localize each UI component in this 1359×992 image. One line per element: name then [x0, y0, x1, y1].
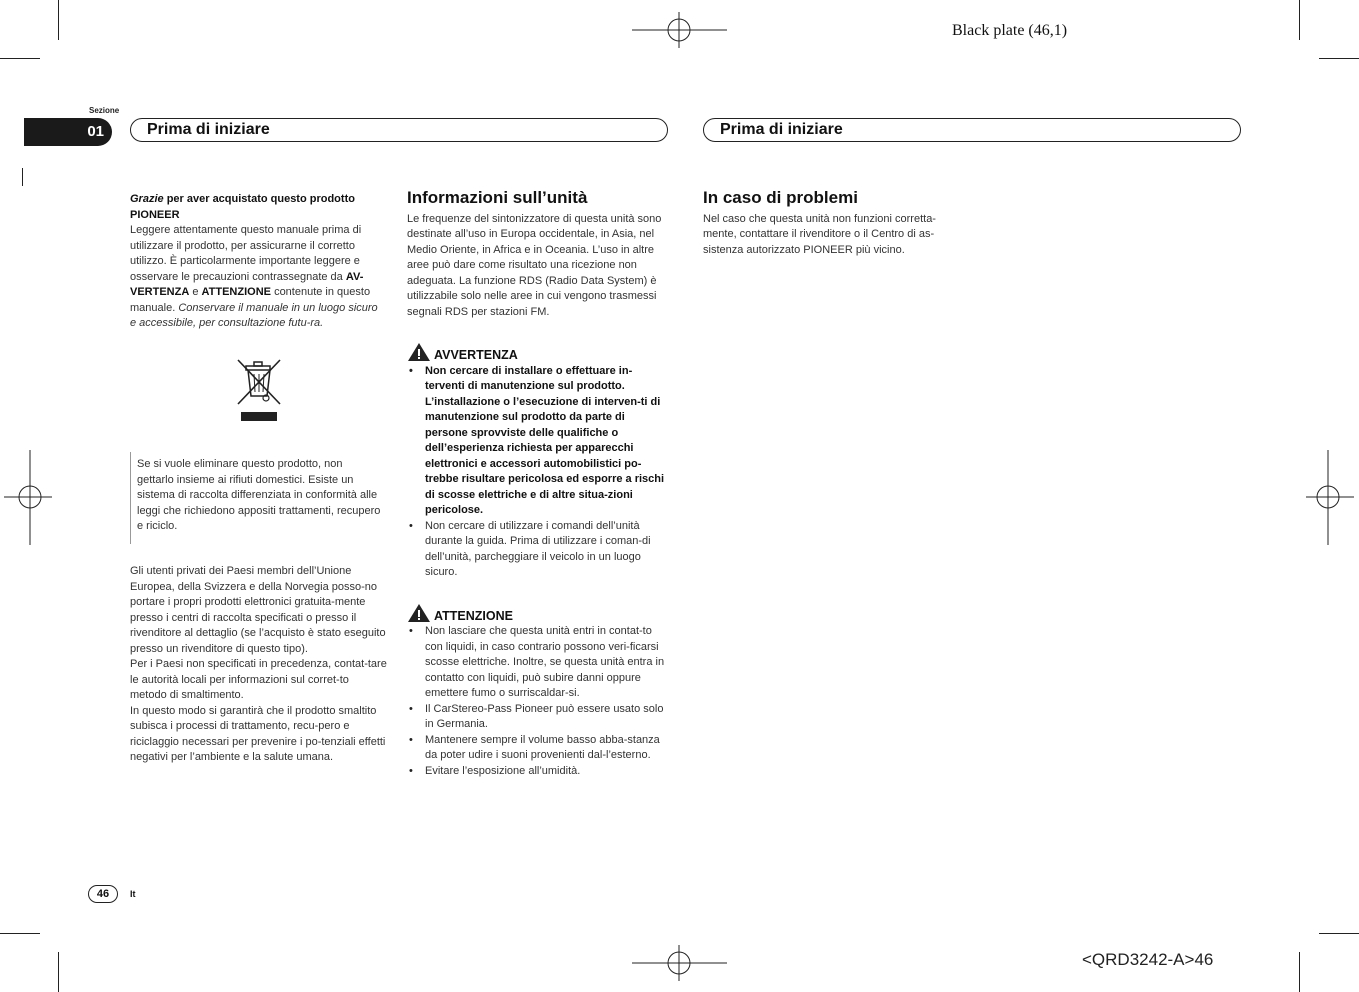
warning-list	[407, 364, 669, 581]
caution-list	[407, 624, 669, 779]
troubleshooting-paragraph: Nel caso che questa unità non funzioni corretta-mente, contattare il rivenditore o il Centro di as-sistenza autorizzato PIONEER più vicino.	[703, 212, 936, 256]
crossed-out-wheelie-bin-icon	[236, 358, 282, 424]
crop-mark	[1319, 58, 1359, 59]
warning-triangle-icon	[407, 342, 431, 362]
page-header-left	[130, 118, 668, 142]
unit-info-column	[407, 190, 669, 779]
warning-block	[407, 342, 669, 581]
registration-mark-icon	[632, 945, 727, 981]
unit-info-paragraph: Le frequenze del sintonizzatore di questa unità sono destinate all’uso in Europa occidentale, in Asia, nel Medio Oriente, in Africa e in Oceania. L’uso in altre aree può dare come risultato una ricezione non adeguata. La funzione RDS (Radio Data System) è utilizzabile solo nelle aree in cui vengono trasmessi segnali RDS per stazioni FM.	[407, 212, 662, 318]
page-header-title: Prima di iniziare	[147, 121, 270, 138]
registration-mark-icon	[632, 12, 727, 48]
section-label: Sezione	[89, 106, 120, 115]
crop-mark	[58, 952, 59, 992]
crop-mark	[58, 0, 59, 40]
caution-item: • Non lasciare che questa unità entri in contat-to con liquidi, in caso contrario possono veri-ficarsi scosse elettriche. Inoltre, se questa unità entra in contatto con liquidi, può subire danni oppure emettere fumo o surriscaldar-si.	[407, 624, 669, 702]
warning-heading	[407, 342, 669, 364]
intro-text: Leggere attentamente questo manuale prima di utilizzare il prodotto, per assicurarne il corretto utilizzo. È particolarmente importante leggere e osservare le precauzioni contrassegnate da	[130, 224, 362, 283]
intro-text-end: contenute in questo manuale.	[130, 286, 371, 314]
intro-paragraph	[130, 223, 386, 332]
section-number-tab	[24, 118, 112, 146]
section-heading: Informazioni sull’unità	[407, 188, 588, 207]
crop-mark	[0, 933, 40, 934]
attenzione-term: ATTENZIONE	[201, 286, 271, 298]
warning-item: • Non cercare di utilizzare i comandi dell’unità durante la guida. Prima di utilizzare i coman-di dell’unità, parcheggiare il veicolo in un luogo sicuro.	[407, 519, 669, 581]
caution-title: ATTENZIONE	[434, 608, 513, 623]
plate-label: Black plate (46,1)	[952, 22, 1068, 39]
disposal-paragraph: Per i Paesi non specificati in precedenza, contat-tare le autorità locali per informazioni sul corret-to metodo di smaltimento.	[130, 658, 387, 701]
intro-column	[130, 192, 386, 332]
caution-block	[407, 603, 669, 780]
avvertenza-term: AV-VERTENZA	[130, 270, 364, 298]
section-number: 01	[87, 123, 104, 140]
disposal-note: Se si vuole eliminare questo prodotto, non gettarlo insieme ai rifiuti domestici. Esiste un sistema di raccolta differenziata in conformità alle leggi che richiedono appositi trattamenti, recupero e riciclo.	[137, 458, 381, 532]
crop-mark	[1299, 952, 1300, 992]
thanks-word: Grazie	[130, 193, 164, 205]
brand-name: PIONEER	[130, 208, 180, 221]
crop-mark	[22, 168, 23, 186]
crop-mark	[1299, 0, 1300, 40]
warning-item: • Non cercare di installare o effettuare in-terventi di manutenzione sul prodotto. L’installazione o l’esecuzione di interven-ti di manutenzione sul prodotto da parte di persone sprovviste delle qualifiche o dell’esperienza richiesta per apparecchi elettronici e accessori automobilistici po-trebbe risultare pericolosa ed esporre a rischi di scosse elettriche e di altre situa-zioni pericolose.	[407, 364, 669, 519]
page-header-title: Prima di iniziare	[720, 121, 843, 138]
disposal-info	[130, 564, 388, 766]
registration-mark-icon	[4, 450, 52, 545]
caution-item: • Evitare l’esposizione all’umidità.	[407, 764, 669, 780]
thanks-text: per aver acquistato questo prodotto	[166, 193, 355, 205]
disposal-paragraph: In questo modo si garantirà che il prodotto smaltito subisca i processi di trattamento, recu-pero e riciclaggio necessari per prevenire i po-tenziali effetti negativi per l’ambiente e la salute umana.	[130, 704, 386, 763]
language-code: It	[130, 889, 136, 899]
section-heading: In caso di problemi	[703, 188, 858, 207]
registration-mark-icon	[1306, 450, 1354, 545]
caution-heading	[407, 603, 669, 625]
caution-item: • Il CarStereo-Pass Pioneer può essere usato solo in Germania.	[407, 702, 669, 733]
intro-italic-note: Conservare il manuale in un luogo sicuro e accessibile, per consultazione futu-ra.	[130, 301, 378, 329]
disposal-note-box	[130, 452, 382, 544]
disposal-paragraph: Gli utenti privati dei Paesi membri dell’Unione Europea, della Svizzera e della Norvegia posso-no portare i propri prodotti elettronici gratuita-mente presso i centri di raccolta specificati o presso il rivenditore al dettaglio (se l’acquisto è stato eseguito presso un rivenditore di questo tipo).	[130, 565, 386, 655]
crop-mark	[1319, 933, 1359, 934]
warning-triangle-icon	[407, 603, 431, 623]
page-header-right	[703, 118, 1241, 142]
conjunction: e	[192, 286, 199, 298]
caution-item: • Mantenere sempre il volume basso abba-stanza da poter udire i suoni provenienti dal-l’esterno.	[407, 733, 669, 764]
warning-title: AVVERTENZA	[434, 348, 518, 362]
document-code: <QRD3242-A>46	[1082, 950, 1214, 969]
crop-mark	[0, 58, 40, 59]
page-number-badge: 46	[88, 885, 118, 903]
thanks-line	[130, 192, 386, 223]
troubleshooting-column	[703, 190, 965, 258]
